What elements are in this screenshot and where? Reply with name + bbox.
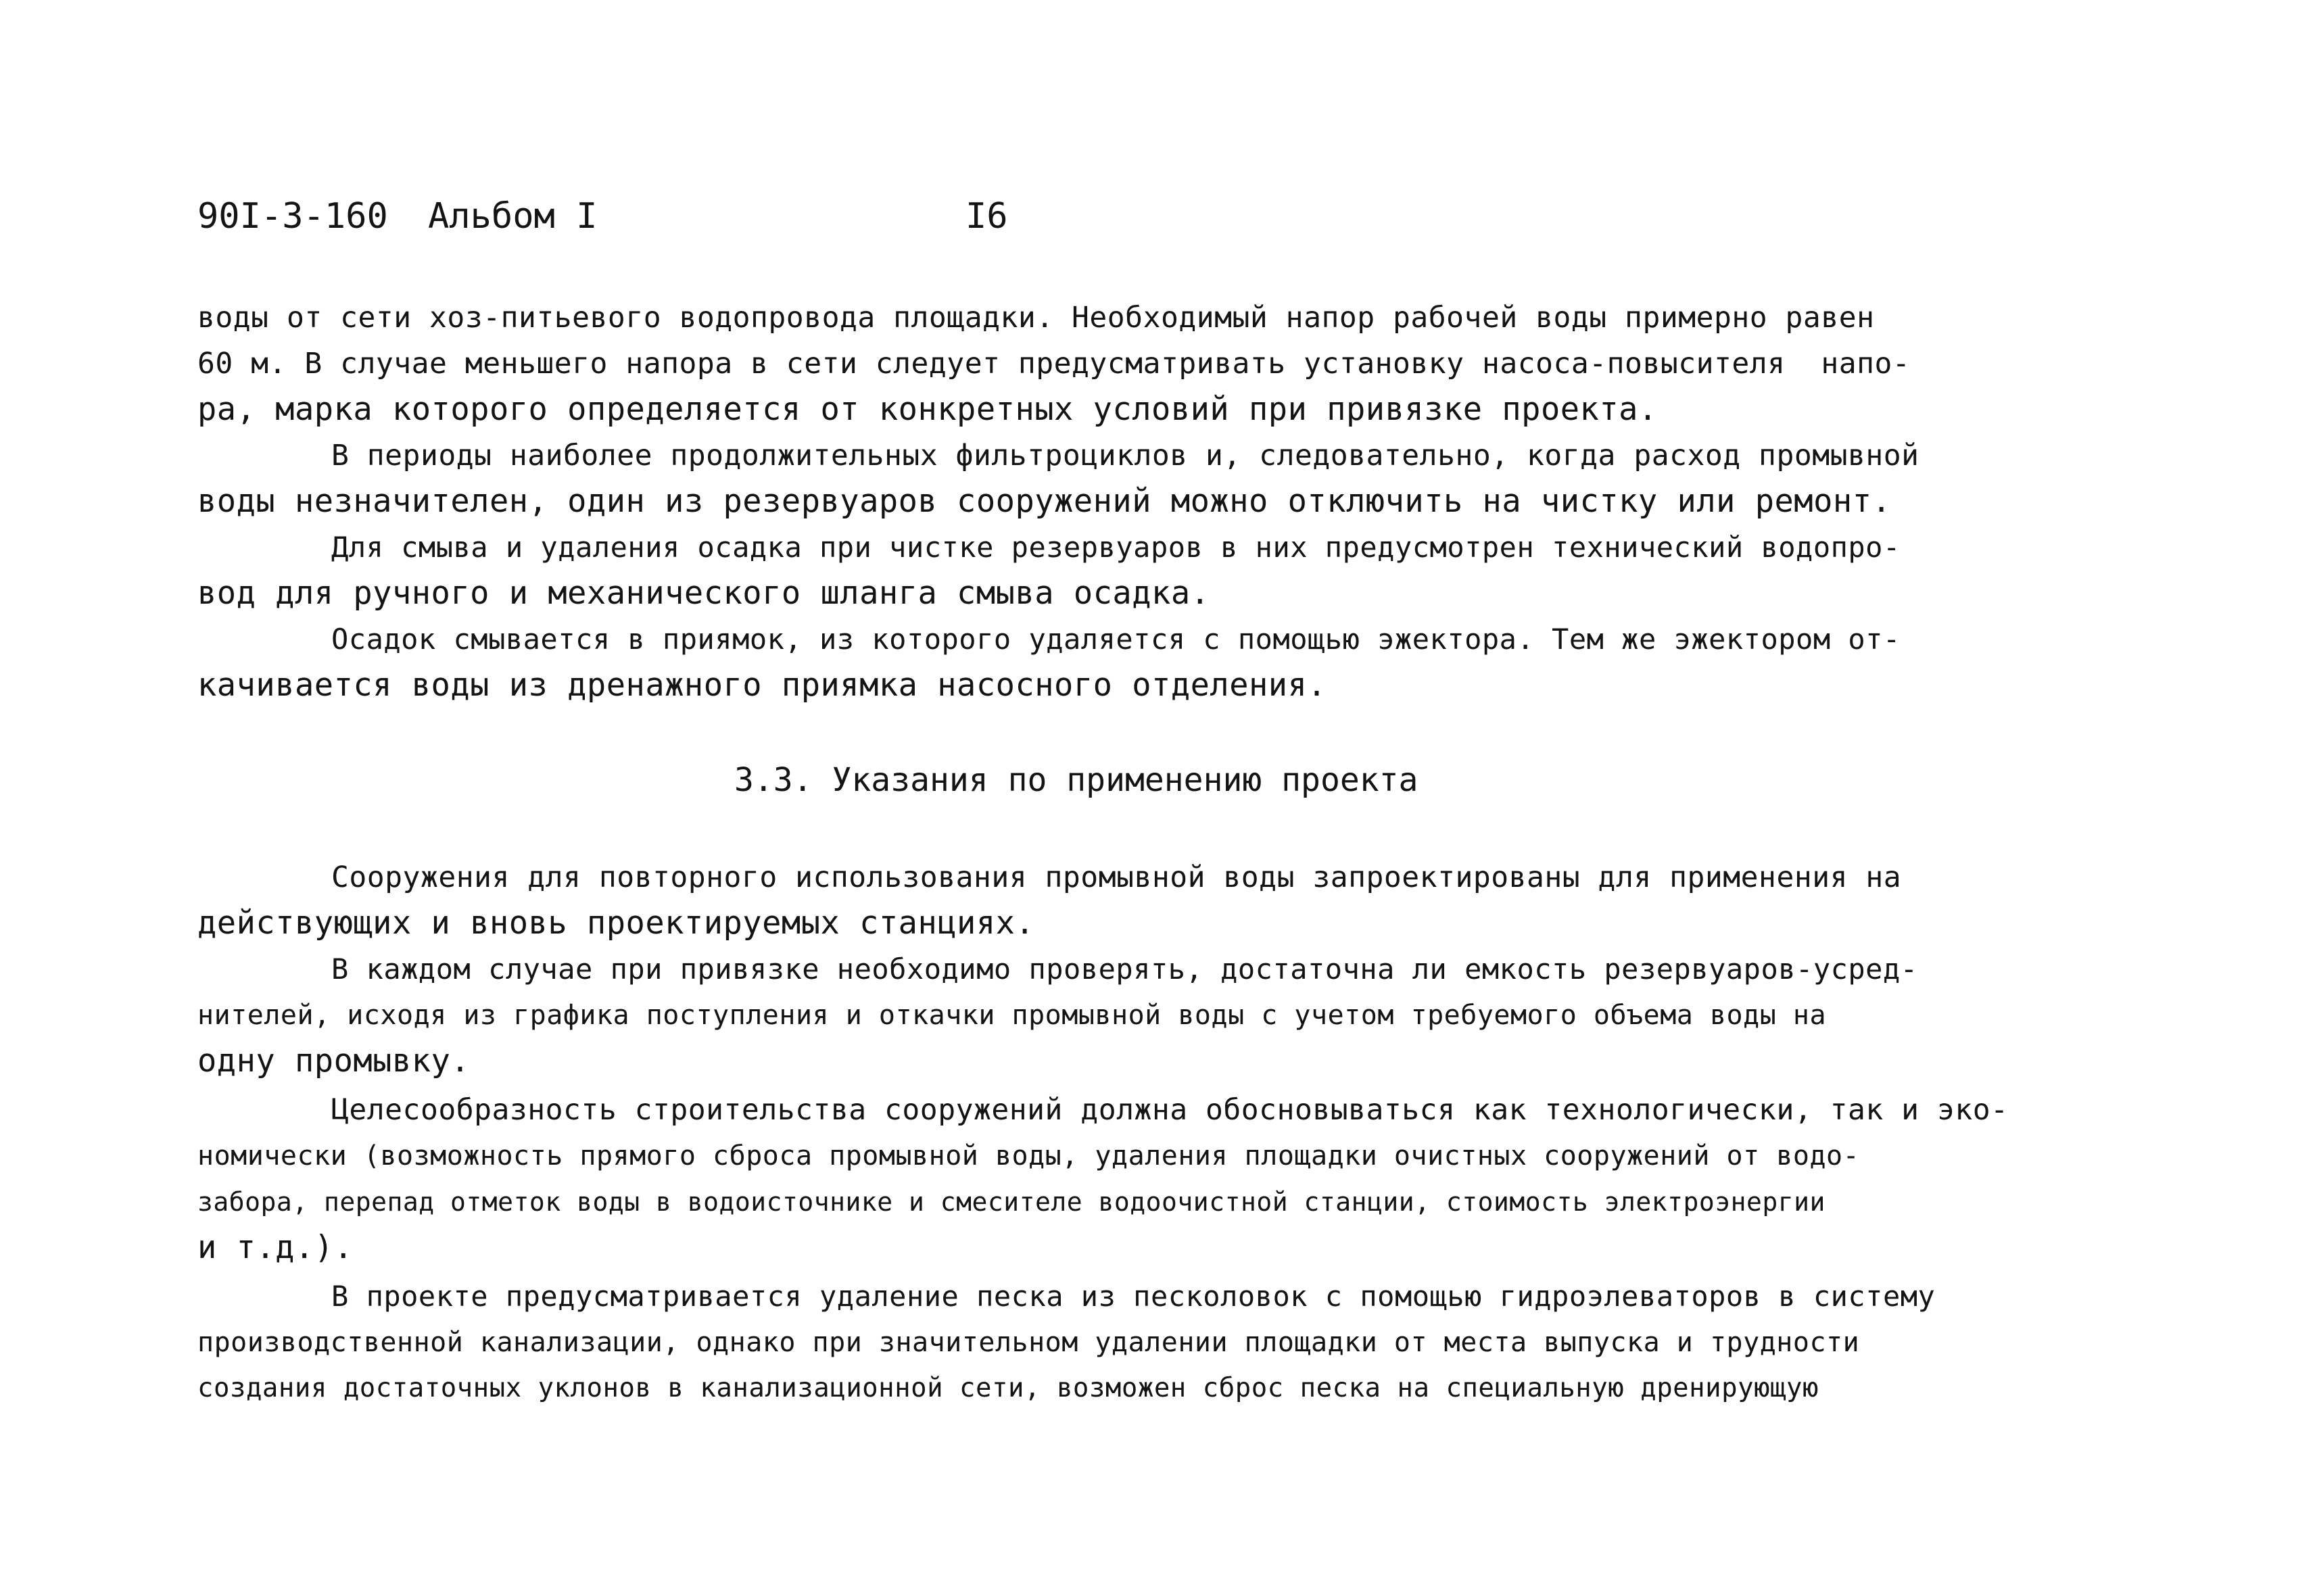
section-line: Целесообразность строительства сооружений должна обосновываться как технологически, так и эко-	[331, 1093, 2009, 1127]
page-number: I6	[965, 196, 1008, 237]
body-line: вод для ручного и механического шланга смыва осадка.	[197, 575, 1210, 612]
section-line: В каждом случае при привязке необходимо проверять, достаточна ли емкость резервуаров-усред-	[331, 952, 1918, 986]
section-line: производственной канализации, однако при значительном удалении площадки от места выпуска и трудности	[197, 1327, 1860, 1358]
section-line: нителей, исходя из графика поступления и откачки промывной воды с учетом требуемого объема воды на	[197, 1000, 1827, 1031]
section-line: забора, перепад отметок воды в водоисточнике и смесителе водоочистной станции, стоимость электроэнергии	[197, 1187, 1825, 1217]
section-heading: 3.3. Указания по применению проекта	[734, 761, 1418, 799]
body-line: 60 м. В случае меньшего напора в сети следует предусматривать установку насоса-повысителя напо-	[197, 347, 1911, 381]
album-label: Альбом I	[428, 196, 598, 237]
section-line: создания достаточных уклонов в канализационной сети, возможен сброс песка на специальную дренирующую	[197, 1373, 1819, 1403]
body-line: воды от сети хоз-питьевого водопровода площадки. Необходимый напор рабочей воды примерно равен	[197, 301, 1875, 335]
section-line: Сооружения для повторного использования промывной воды запроектированы для применения на	[331, 861, 1902, 894]
body-line: Осадок смывается в приямок, из которого удаляется с помощью эжектора. Тем же эжектором от-	[331, 623, 1901, 656]
section-line: и т.д.).	[197, 1229, 354, 1266]
body-line: воды незначителен, один из резервуаров сооружений можно отключить на чистку или ремонт.	[197, 483, 1892, 520]
body-line: ра, марка которого определяется от конкретных условий при привязке проекта.	[197, 391, 1658, 428]
section-line: номически (возможность прямого сброса промывной воды, удаления площадки очистных сооружений от водо-	[197, 1140, 1860, 1171]
body-line: качивается воды из дренажного приямка насосного отделения.	[197, 667, 1327, 704]
section-line: действующих и вновь проектируемых станциях.	[197, 904, 1035, 942]
body-line: Для смыва и удаления осадка при чистке резервуаров в них предусмотрен технический водопро-	[331, 531, 1901, 564]
body-line: В периоды наиболее продолжительных фильтроциклов и, следовательно, когда расход промывной	[331, 439, 1919, 473]
section-line: одну промывку.	[197, 1042, 471, 1080]
document-code: 90I-3-160	[197, 196, 388, 237]
section-line: В проекте предусматривается удаление песка из песколовок с помощью гидроэлеваторов в систему	[331, 1280, 1936, 1313]
